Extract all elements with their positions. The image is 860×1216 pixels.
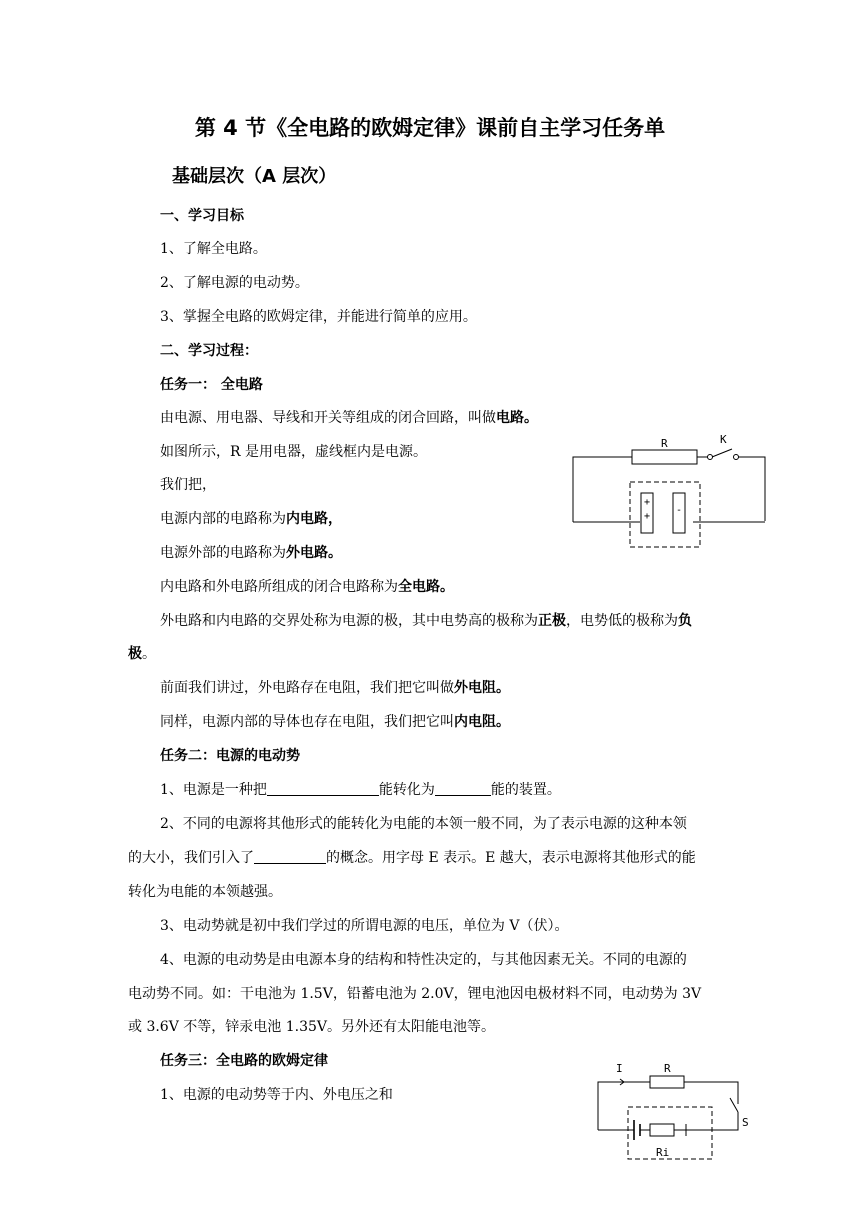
- task1-paragraph: 我们把，: [160, 477, 216, 493]
- switch-k: [712, 449, 732, 457]
- task2-paragraph: 3、电动势就是初中我们学过的所谓电源的电压，单位为 V（伏）。: [160, 918, 569, 934]
- switch-label: K: [720, 433, 727, 446]
- task1-paragraph: 同样，电源内部的导体也存在电阻，我们把它叫内电阻。: [160, 714, 510, 730]
- task2-paragraph: 1、电源是一种把 能转化为 能的装置。: [160, 782, 561, 798]
- task1-paragraph: 电源外部的电路称为外电路。: [160, 545, 342, 561]
- task1-paragraph: 外电路和内电路的交界处称为电源的极，其中电势高的极称为正极，电势低的极称为负: [160, 613, 692, 629]
- task3-paragraph: 1、电源的电动势等于内、外电压之和: [160, 1087, 393, 1103]
- resistor-r: [632, 450, 697, 464]
- task1-paragraph: 电源内部的电路称为内电路，: [160, 511, 342, 527]
- minus-sign: -: [676, 505, 683, 516]
- fill-in-blank[interactable]: [267, 781, 379, 796]
- internal-resistance-label: Ri: [656, 1146, 670, 1159]
- task1-paragraph: 前面我们讲过，外电路存在电阻，我们把它叫做外电阻。: [160, 680, 510, 696]
- task3-heading: 任务三：全电路的欧姆定律: [160, 1053, 328, 1069]
- resistor-label: R: [664, 1062, 671, 1075]
- circuit-diagram-1: [560, 425, 780, 555]
- process-heading: 二、学习过程：: [160, 343, 258, 359]
- current-label: I: [616, 1062, 623, 1075]
- task1-paragraph: 由电源、用电器、导线和开关等组成的闭合回路，叫做电路。: [160, 410, 538, 426]
- page-title: 第 4 节《全电路的欧姆定律》课前自主学习任务单: [194, 116, 666, 140]
- task2-paragraph: 的大小，我们引入了 的概念。用字母 E 表示。E 越大，表示电源将其他形式的能: [128, 850, 696, 866]
- task2-paragraph: 电动势不同。如：干电池为 1.5V，铅蓄电池为 2.0V，锂电池因电极材料不同，电动势为 3V: [128, 986, 702, 1002]
- task1-heading: 任务一： 全电路: [160, 377, 263, 393]
- switch-s: [730, 1098, 738, 1112]
- task1-paragraph: 如图所示，R 是用电器，虚线框内是电源。: [160, 444, 427, 460]
- objective-item: 1、了解全电路。: [160, 241, 267, 257]
- objective-item: 3、掌握全电路的欧姆定律，并能进行简单的应用。: [160, 309, 477, 325]
- circuit-diagram-2: [590, 1058, 760, 1168]
- plus-sign: +: [644, 511, 651, 522]
- task2-heading: 任务二：电源的电动势: [160, 748, 300, 764]
- switch-label: S: [742, 1116, 749, 1129]
- task2-paragraph: 转化为电能的本领越强。: [128, 884, 282, 900]
- objective-item: 2、了解电源的电动势。: [160, 275, 309, 291]
- task2-paragraph: 或 3.6V 不等，锌汞电池 1.35V。另外还有太阳能电池等。: [128, 1019, 496, 1035]
- resistor-label: R: [661, 437, 668, 450]
- level-heading: 基础层次（A 层次）: [172, 166, 337, 187]
- task1-paragraph: 极。: [128, 646, 156, 662]
- internal-resistor: [650, 1124, 674, 1136]
- task2-paragraph: 2、不同的电源将其他形式的能转化为电能的本领一般不同，为了表示电源的这种本领: [160, 816, 687, 832]
- task2-paragraph: 4、电源的电动势是由电源本身的结构和特性决定的，与其他因素无关。不同的电源的: [160, 952, 687, 968]
- resistor-r: [650, 1076, 684, 1088]
- plus-sign: +: [644, 497, 651, 508]
- objectives-heading: 一、学习目标: [160, 208, 244, 224]
- fill-in-blank[interactable]: [254, 849, 326, 864]
- task1-paragraph: 内电路和外电路所组成的闭合电路称为全电路。: [160, 579, 454, 595]
- fill-in-blank[interactable]: [435, 781, 491, 796]
